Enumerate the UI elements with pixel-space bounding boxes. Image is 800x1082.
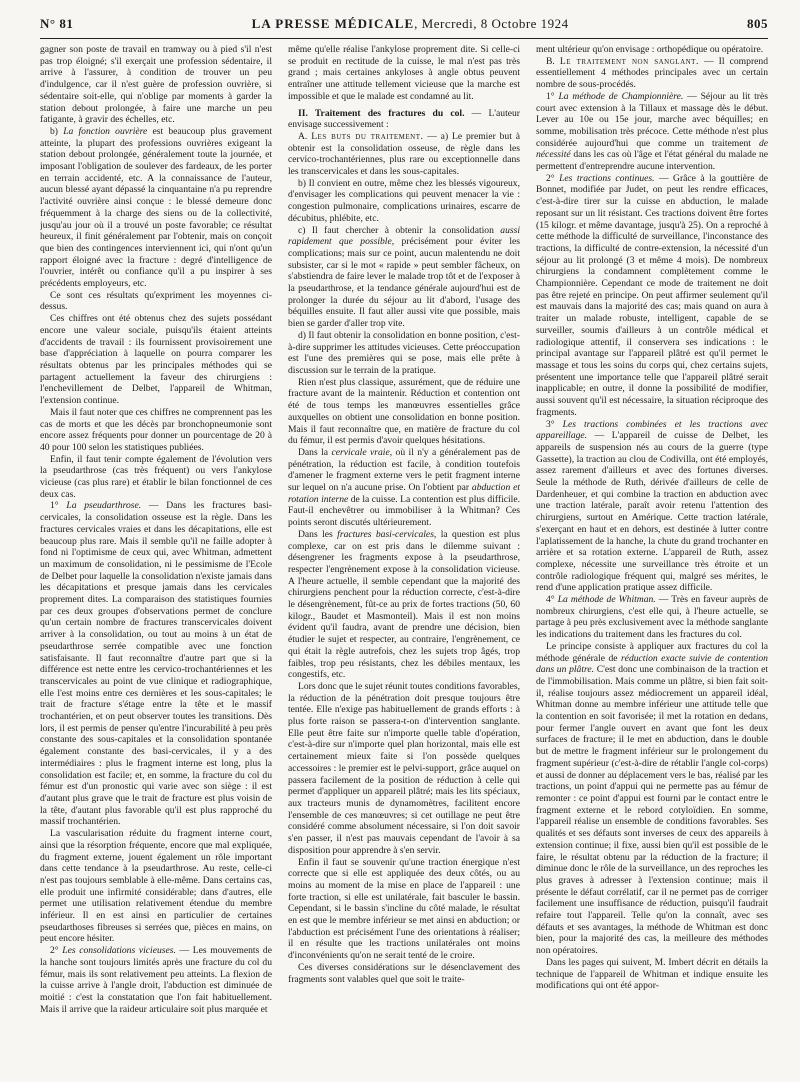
- paragraph: Enfin il faut se souvenir qu'une traction énergique n'est correcte que si elle est appliquée des deux côtés, ou au moins au moment de la mise en place de l'appareil : une forte traction, si elle est unilatérale, fait basculer le bassin. Cependant, si le bassin s'incline du côté malade, le résultat en est que le membre inférieur se met ainsi en abduction; or l'abduction est précisément l'une des orientations à réaliser; il en résulte que les tractions unilatérales ont moins d'inconvénients qu'on ne serait tenté de le croire.: [288, 856, 520, 962]
- paragraph: 1° La méthode de Championnière. — Séjour au lit très court avec extension à la Tillaux et massage dès le début. Lever au 10e ou 15e jour, marche avec béquilles; en somme, mobilisation très précoce. Cette méthode n'est plus considérée aujourd'hui que comme un traitement de nécessité dans les cas où l'âge et l'état général du malade ne permettent d'entreprendre aucune intervention.: [536, 90, 768, 173]
- paragraph: Ces diverses considérations sur le désenclavement des fragments sont valables quel que soit le traite-: [288, 961, 520, 985]
- paragraph: même qu'elle réalise l'ankylose proprement dite. Si celle-ci se produit en rectitude de la cuisse, le mal n'est pas très grand ; mais certaines ankyloses à angle obtus peuvent entraîner une attitude tellement vicieuse que la marche est impossible et que le malade est condamné au lit.: [288, 44, 520, 102]
- paragraph: 4° La méthode de Whitman. — Très en faveur auprès de nombreux chirurgiens, c'est elle qui, à l'heure actuelle, se partage à peu près exclusivement avec la méthode sanglante les indications du traitement dans les fractures du col.: [536, 594, 768, 641]
- paragraph: Dans les fractures basi-cervicales, la question est plus complexe, car on est pris dans le dilemme suivant : désengrener les fragments expose à la pseudarthrose, respecter l'engrènement expose à la consolidation vicieuse. A l'heure actuelle, il semble cependant que la majorité des chirurgiens penchent pour la réduction correcte, c'est-à-dire le désengrènement, fût-ce au prix de fortes tractions (50, 60 kilogr., Baudet et Masmonteil). Mais il est non moins évident qu'il faudra, avant de prendre une décision, bien étudier le sujet et respecter, au contraire, l'engrènement, ce qui était la règle autrefois, chez les sujets trop âgés, trop faibles, trop peu résistants, chez les débiles mentaux, les congestifs, etc.: [288, 528, 520, 681]
- paragraph: 2° Les tractions continues. — Grâce à la gouttière de Bonnet, modifiée par Judet, on peut les rendre efficaces, c'est-à-dire tirer sur la cuisse en abduction, le malade reposant sur un lit résistant. Ces tractions doivent être fortes (15 kilogr. et même davantage, jusqu'à 25). On a reproché à cette méthode la difficulté de surveillance, l'inconstance des tractions, la difficulté de contre-extension, la nécessité d'un séjour au lit prolongé (3 et même 4 mois). De nombreux chirurgiens la condamnent complètement comme le Championnière. Cependant ce mode de traitement ne doit pas être rejeté en principe. On peut affirmer seulement qu'il est mauvais dans la majorité des cas; mais quand on aura à traiter un malade robuste, intelligent, capable de se surveiller, soumis d'ailleurs à un contrôle médical et radiologique attentif, il conservera ses indications : le principal avantage sur l'appareil plâtré est qu'il permet le massage et tous les soins du corps qui, chez certains sujets, présentent une importance telle que l'appareil plâtré serait inapplicable; en outre, il donne la possibilité de modifier, aussi souvent qu'il est nécessaire, la situation réciproque des fragments.: [536, 172, 768, 418]
- paragraph: 3° Les tractions combinées et les tractions avec appareillage. — L'appareil de cuisse de Delbet, les appareils de suspension nés au cours de la guerre (type Gassette), la traction au clou de Codivilla, ont été employés, assez rarement d'ailleurs et avec des fortunes diverses. Seule la méthode de Ruth, dérivée d'ailleurs de celle de Dardenheuer, et qui combine la traction en abduction avec une traction latérale, paraît avoir retenu l'attention des chirurgiens, surtout en Amérique. Cette traction latérale, s'exerçant en haut et en dehors, est destinée à lutter contre l'aplatissement de la hanche, la chute du grand trochanter en arrière et sa rotation externe. L'appareil de Ruth, assez complexe, nécessite une surveillance très étroite et un contrôle radiologique fréquent qui, malgré ses mérites, le rend d'une application pratique assez difficile.: [536, 418, 768, 594]
- paragraph: Enfin, il faut tenir compte également de l'évolution vers la pseudarthrose (cas très fréquent) ou vers l'ankylose vicieuse (cas plus rare) et établir le bilan fonctionnel de ces deux cas.: [40, 453, 272, 500]
- paragraph: B. Le traitement non sanglant. — Il comprend essentiellement 4 méthodes principales avec un certain nombre de sous-procédés.: [536, 55, 768, 91]
- issue-number: N° 81: [40, 16, 74, 31]
- paragraph: gagner son poste de travail en tramway ou à pied s'il n'est pas trop éloigné; s'il exerçait une profession sédentaire, il arrive à l'assurer, à condition de trouver un peu d'indulgence, car il n'est guère de profession ouvrière, si sédentaire soit-elle, qui n'oblige par moments à garder la station debout prolongée, à faire une marche un peu fatigante, à gravir des échelles, etc.: [40, 44, 272, 126]
- page-header: [40, 16, 768, 39]
- paragraph: c) Il faut chercher à obtenir la consolidation aussi rapidement que possible, précisément pour éviter les complications; mais sur ce point, aucun malentendu ne doit subsister, car si le mot « rapide » peut sembler fâcheux, on s'abstiendra de faire lever le malade trop tôt et de l'exposer à la pseudarthrose, et la tendance générale aujourd'hui est de prolonger la durée du séjour au lit d'abord, l'usage des béquilles ensuite. Il faut aller aussi vite que possible, mais bien se garder d'aller trop vite.: [288, 224, 520, 330]
- paragraph: A. Les buts du traitement. — a) Le premier but à obtenir est la consolidation osseuse, de règle dans les cervico-trochantériennes, plus rare ou exceptionnelle dans les transcervicales et dans les sous-capitales.: [288, 130, 520, 178]
- paragraph: Rien n'est plus classique, assurément, que de réduire une fracture avant de la maintenir. Réduction et contention ont été de tous temps les manœuvres essentielles grâce auxquelles on obtient une consolidation en bonne position. Mais il faut reconnaître que, en matière de fracture du col du fémur, il est permis d'avoir quelques hésitations.: [288, 376, 520, 447]
- issue-date: , Mercredi, 8 Octobre 1924: [414, 16, 569, 31]
- column-3: [536, 44, 768, 1070]
- paragraph: 2° Les consolidations vicieuses. — Les mouvements de la hanche sont toujours limités après une fracture du col du fémur, mais ils sont relativement peu atteints. La flexion de la cuisse arrive à l'angle droit, l'abduction est diminuée de moitié : c'est la constatation que l'on fait habituellement. Mais il arrive que la raideur articulaire soit plus marquée et: [40, 945, 272, 1015]
- column-1: [40, 44, 272, 1070]
- paragraph: Ces chiffres ont été obtenus chez des sujets possédant encore une valeur sociale, puisqu'ils étaient atteints d'accidents de travail : ils fournissent provisoirement une base d'appréciation à laquelle on pourra comparer les résultats obtenus par les principales méthodes qui se partagent actuellement la faveur des chirurgiens : l'enchevillement de Delbet, l'appareil de Whitman, l'extension continue.: [40, 313, 272, 407]
- paragraph: b) Il convient en outre, même chez les blessés vigoureux, d'envisager les complications qui peuvent menacer la vie : congestion pulmonaire, complications urinaires, escarre de décubitus, phlébite, etc.: [288, 177, 520, 224]
- journal-title: LA PRESSE MÉDICALE: [251, 16, 415, 31]
- paragraph: ment ultérieur qu'on envisage : orthopédique ou opératoire.: [536, 44, 764, 55]
- paragraph: Lors donc que le sujet réunit toutes conditions favorables, la réduction de la pénétration doit presque toujours être tentée. Elle n'exige pas habituellement de grands efforts : à plus forte raison se passera-t-on d'intervention sanglante. Elle peut être faite sur n'importe quelle table d'opération, c'est-à-dire sur n'importe quel plan horizontal, mais elle est certainement mieux faite si l'on possède quelques accessoires : le premier est le pelvi-support, grâce auquel on passera facilement de la position de réduction à celle qui permet d'appliquer un appareil plâtré; mais les lits spéciaux, aux tracteurs munis de dynamomètres, facilitent encore l'ensemble de ces manœuvres; si cet outillage ne peut être considéré comme absolument nécessaire, si l'on doit savoir s'en passer, il n'est pas mauvais cependant de l'avoir à sa disposition pour apprendre à s'en servir.: [288, 680, 520, 856]
- running-title: [252, 16, 569, 32]
- paragraph: Le principe consiste à appliquer aux fractures du col la méthode générale de réduction exacte suivie de contention dans un plâtre. C'est donc une combinaison de la traction et de l'immobilisation. Mais comme un plâtre, si bien fait soit-il, réalise toujours assez médiocrement un appareil idéal, Whitman donne au membre inférieur une attitude telle que la contention en soit favorisée; il met la rotation en dedans, pour fermer l'angle ouvert en avant que font les deux surfaces de fracture; il le met en abduction, dans le double but de mettre le fragment inférieur sur le prolongement du fragment supérieur (c'est-à-dire de rétablir l'angle col-corps) et aussi de donner au déplacement vers le bas, réalisé par les tractions, un point d'appui qui ne permette pas au fémur de remonter : ce point d'appui est fourni par le contact entre le fragment externe et le rebord cotyloïdien. En somme, l'appareil réalise un ensemble de conditions favorables. Ses qualités et ses défauts sont inverses de ceux des appareils à extension continue; il fixe, aussi bien qu'il est possible de le faire, le résultat obtenu par la réduction de la fracture; il diminue donc le rôle de la surveillance, un des reproches les plus graves à adresser à l'extension continue; mais il présente le défaut corrélatif, car il ne permet pas de corriger facilement une insuffisance de réduction, puisqu'il faudrait refaire tout l'appareil. Telle qu'on la connaît, avec ses défauts et ses avantages, la méthode de Whitman est donc bien, pour la majorité des cas, la meilleure des méthodes non opératoires.: [536, 640, 768, 957]
- paragraph: La vascularisation réduite du fragment interne court, ainsi que la résorption fréquente, encore que mal expliquée, du fragment externe, jouent également un rôle important dans cette tendance à la pseudarthrose. Au reste, celle-ci n'est pas toujours semblable à elle-même. Dans certains cas, elle produit une infirmité considérable; dans d'autres, elle permet une utilisation relativement étendue du membre inférieur. Il en est ainsi en particulier de certaines pseudarthoses fibreuses si serrées que, pièces en mains, on peut encore hésiter.: [40, 828, 272, 945]
- page-number: 805: [747, 16, 768, 31]
- paragraph: Mais il faut noter que ces chiffres ne comprennent pas les cas de morts et que les décès par bronchopneumonie sont encore assez fréquents pour donner un pourcentage de 20 à 40 pour 100 selon les statistiques publiées.: [40, 406, 272, 453]
- section-heading: II. Traitement des fractures du col. — L'auteur envisage successivement :: [288, 107, 520, 131]
- column-2: [288, 44, 520, 1070]
- paragraph: b) La fonction ouvrière est beaucoup plus gravement atteinte, la plupart des professions ouvrières exigeant la station debout prolongée, généralement toute la journée, et imposant l'obligation de soulever des fardeaux, de les porter en terrain accidenté, etc. A la connaissance de l'auteur, aucun blessé ayant dépassé la cinquantaine n'a pu reprendre l'activité ouvrière ainsi conçue : le blessé demeure donc fréquemment à la charge des siens ou de la collectivité, jusqu'au jour où il a trouvé un poste favorable; ce résultat heureux, il finit généralement par l'obtenir, mais on conçoit que bien des contingences interviennent ici, qui n'ont qu'un rapport éloigné avec la fracture : degré d'intelligence de l'ouvrier, intérêt ou confiance qu'il a pu inspirer à ses précédents employeurs, etc.: [40, 125, 272, 290]
- text-columns: [40, 44, 768, 1070]
- paragraph: d) Il faut obtenir la consolidation en bonne position, c'est-à-dire supprimer les attitudes vicieuses. Cette préoccupation est l'une des premières qui se pose, mais elle prête à discussion sur le terrain de la pratique.: [288, 329, 520, 376]
- paragraph: Ce sont ces résultats qu'expriment les moyennes ci-dessus.: [40, 289, 272, 313]
- paragraph: Dans les pages qui suivent, M. Imbert décrit en détails la technique de l'appareil de Whitman et indique ensuite les modifications qui ont été appor-: [536, 956, 768, 992]
- paragraph: 1° La pseudarthrose. — Dans les fractures basi-cervicales, la consolidation osseuse est la règle. Dans les fractures cervicales vraies et dans les décapitations, elle est beaucoup plus rare. Mais il semble qu'il ne faille adopter à fond ni l'optimisme de ceux qui, avec Whitman, admettent un maximum de consolidation, ni le pessimisme de l'Ecole de Delbet pour laquelle la consolidation n'existe jamais dans les décapitations et presque jamais dans les cervicales proprement dites. La comparaison des statistiques fournies par ces deux groupes d'observations permet de conclure qu'un certain nombre de fractures transcervicales doivent arriver à la consolidation, ou tout au moins à un état de pseudarthrose serrée compatible avec une fonction satisfaisante. Il faut reconnaître d'autre part que si la différence est nette entre les cervico-trochantériennes et les transcervicales au point de vue clinique et radiographique, elle l'est moins entre ces dernières et les sous-capitales; le trait de fracture s'étage entre la tête et le massif trochantérien, et on peut observer toutes les transitions. Dès lors, il est permis de penser qu'entre l'incurabilité à peu près constante des sous-capitales et la consolidation spontanée également constante des basi-cervicales, il y a des intermédiaires : plus le fragment interne est long, plus la consolidation est facile; et, en somme, la fracture du col du fémur est d'un pronostic qui varie avec son siège : il est d'autant plus grave que le trait de fracture est plus voisin de la tête, d'autant plus favorable qu'il est plus rapproché du massif trochantérien.: [40, 500, 272, 828]
- paragraph: Dans la cervicale vraie, où il n'y a généralement pas de pénétration, la réduction est facile, à condition toutefois d'amener le fragment externe vers le petit fragment interne sur lequel on n'a aucune prise. On l'obtient par abduction et rotation interne de la cuisse. La contention est plus difficile. Faut-il enchevêtrer ou immobiliser à la Whitman? Ces points seront discutés ultérieurement.: [288, 446, 520, 529]
